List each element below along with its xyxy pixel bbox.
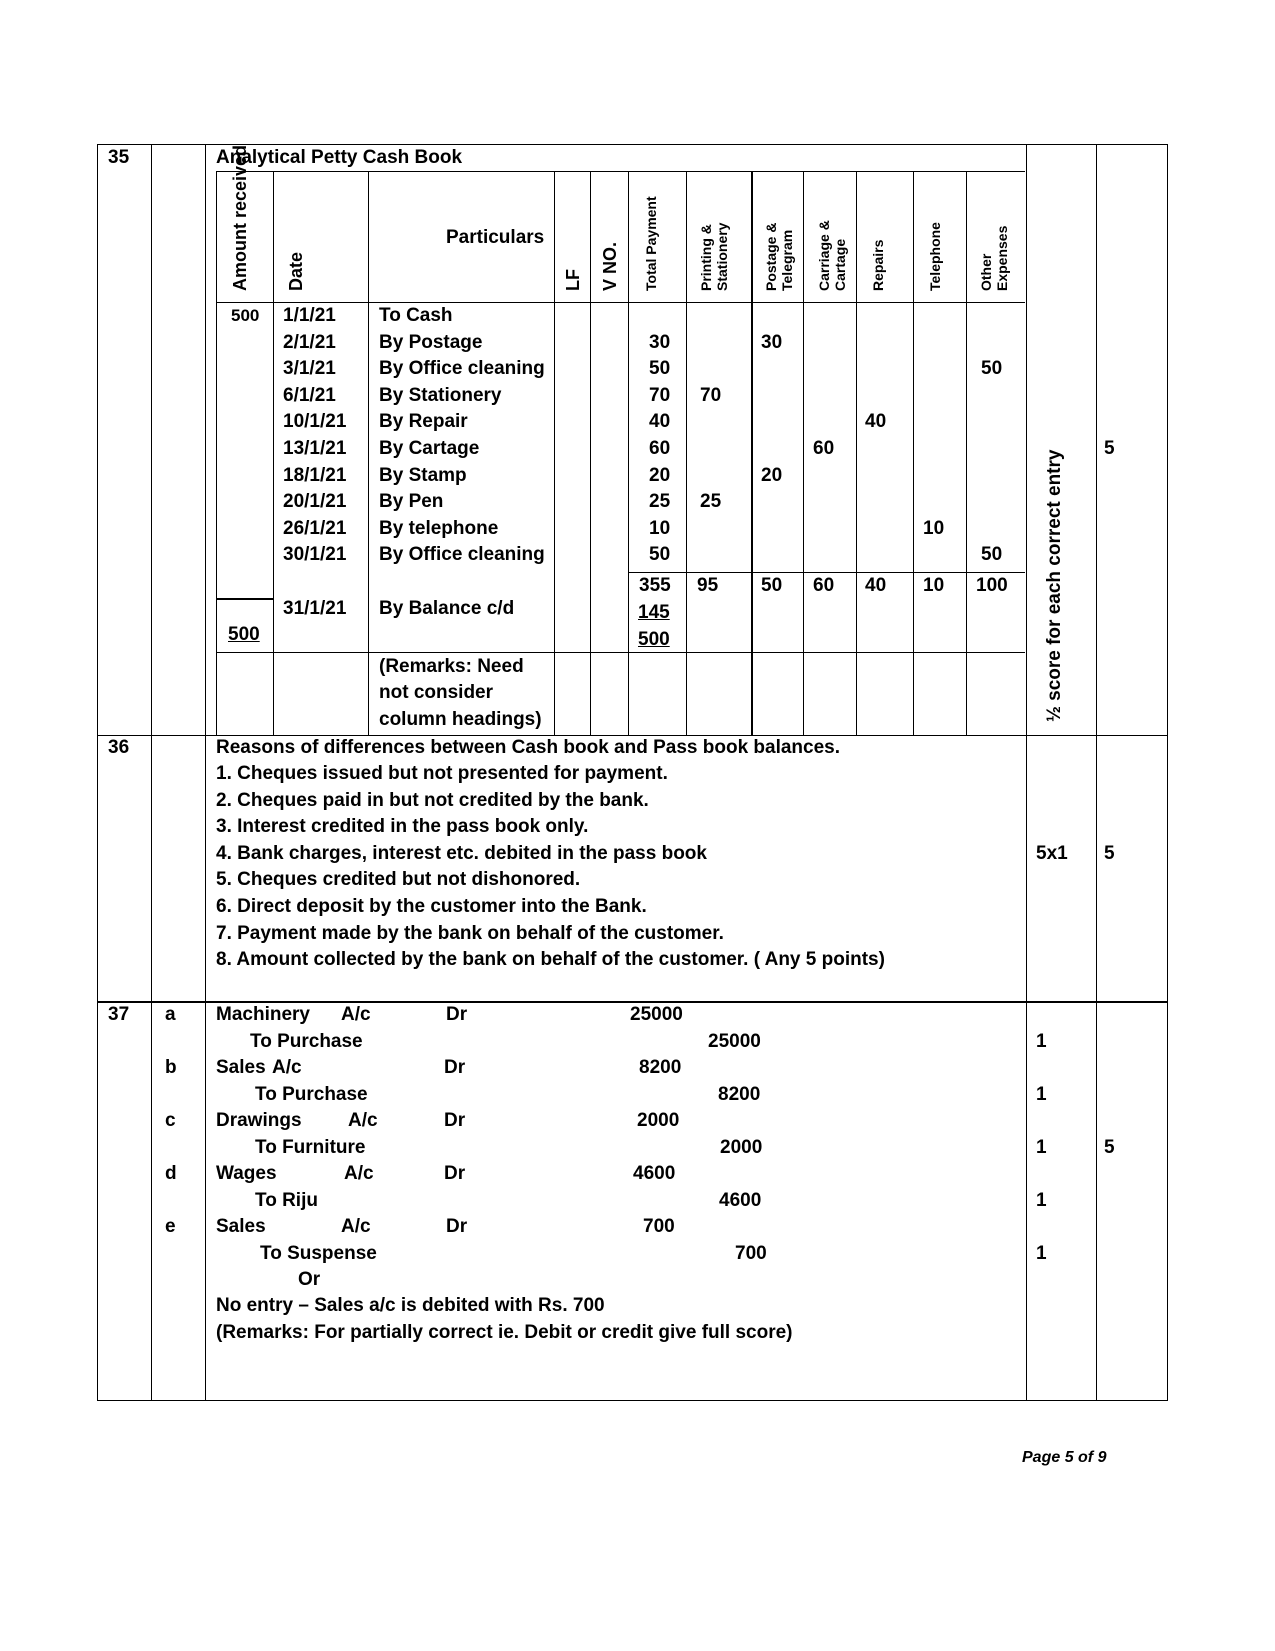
dr-label: Dr <box>446 1216 468 1237</box>
ac-label: A/c <box>272 1057 302 1078</box>
total-postage: 50 <box>761 575 783 596</box>
credit-amount: 25000 <box>708 1030 761 1052</box>
score-note: ½ score for each correct entry <box>1044 449 1065 722</box>
credit-account: To Furniture <box>255 1136 366 1158</box>
row-particulars: By Office cleaning <box>379 358 545 380</box>
total-printing: 95 <box>697 575 719 596</box>
dr-label: Dr <box>444 1057 466 1078</box>
entry-score: 1 <box>1036 1083 1047 1105</box>
row-printing: 25 <box>700 491 722 513</box>
debit-account: Sales <box>216 1057 266 1078</box>
entry-score: 1 <box>1036 1242 1047 1264</box>
opening-amount: 500 <box>231 306 260 325</box>
row-total: 40 <box>649 411 671 433</box>
closing-total: 500 <box>638 629 670 650</box>
marks: 5 <box>1104 843 1115 864</box>
row-total: 10 <box>649 517 671 539</box>
row-postage: 30 <box>761 331 783 353</box>
row-repairs: 40 <box>865 411 887 433</box>
debit-amount: 700 <box>643 1216 675 1237</box>
remarks: (Remarks: For partially correct ie. Debit or credit give full score) <box>216 1322 793 1343</box>
header-carriage: Carriage & Cartage <box>816 220 848 291</box>
balance-particulars: By Balance c/d <box>379 598 515 619</box>
list-item: 3. Interest credited in the pass book only. <box>216 816 589 838</box>
header-telephone: Telephone <box>927 222 943 291</box>
credit-account: To Purchase <box>250 1030 363 1052</box>
header-printing: Printing & Stationery <box>698 222 730 291</box>
ac-label: A/c <box>344 1163 374 1184</box>
entry-label: c <box>165 1110 176 1131</box>
header-amount-received: Amount received <box>230 144 250 291</box>
remarks-line-2: not consider <box>379 682 494 703</box>
marks: 5 <box>1104 1137 1115 1158</box>
question-number: 36 <box>108 737 130 758</box>
entry-label: b <box>165 1057 177 1078</box>
list-item: 8. Amount collected by the bank on behalf of the customer. ( Any 5 points) <box>216 949 885 971</box>
balance-date: 31/1/21 <box>283 598 347 619</box>
header-date: Date <box>286 251 306 291</box>
page-footer: Page 5 of 9 <box>1022 1449 1107 1466</box>
remarks-line-1: (Remarks: Need <box>379 656 524 677</box>
header-total-payment: Total Payment <box>643 196 659 291</box>
debit-account: Machinery <box>216 1004 310 1025</box>
credit-amount: 700 <box>735 1242 767 1264</box>
row-other: 50 <box>981 544 1003 566</box>
total-repairs: 40 <box>865 575 887 596</box>
debit-amount: 4600 <box>633 1163 676 1184</box>
row-date: 10/1/21 <box>283 411 347 433</box>
debit-account: Drawings <box>216 1110 302 1131</box>
remarks-line-3: column headings) <box>379 709 542 730</box>
list-item: 5. Cheques credited but not dishonored. <box>216 869 581 891</box>
row-particulars: By Cartage <box>379 438 480 459</box>
credit-account: To Riju <box>255 1189 318 1211</box>
row-total: 70 <box>649 384 671 406</box>
credit-amount: 2000 <box>720 1136 763 1158</box>
dr-label: Dr <box>446 1004 468 1025</box>
closing-received: 500 <box>228 624 260 645</box>
row-total: 60 <box>649 438 671 459</box>
row-total: 50 <box>649 358 671 380</box>
ac-label: A/c <box>341 1216 371 1237</box>
row-postage: 20 <box>761 464 783 486</box>
row-date: 26/1/21 <box>283 517 347 539</box>
row-date: 30/1/21 <box>283 544 347 566</box>
marks: 5 <box>1104 438 1115 459</box>
row-date: 13/1/21 <box>283 438 347 459</box>
row-date: 1/1/21 <box>283 305 336 326</box>
header-lf: LF <box>563 269 583 291</box>
row-particulars: By Office cleaning <box>379 544 545 566</box>
header-postage: Postage & Telegram <box>763 222 795 291</box>
header-particulars: Particulars <box>446 227 545 248</box>
list-item: 2. Cheques paid in but not credited by the bank. <box>216 789 649 811</box>
section-title: Reasons of differences between Cash book and Pass book balances. <box>216 737 841 758</box>
row-particulars: By Stationery <box>379 384 502 406</box>
balance-amount: 145 <box>638 602 670 623</box>
dr-label: Dr <box>444 1163 466 1184</box>
row-date: 2/1/21 <box>283 331 336 353</box>
row-date: 20/1/21 <box>283 491 347 513</box>
total-other: 100 <box>976 575 1008 596</box>
question-number: 35 <box>108 147 130 168</box>
debit-amount: 8200 <box>639 1057 682 1078</box>
section-title: Analytical Petty Cash Book <box>216 147 463 168</box>
entry-label: e <box>165 1216 176 1237</box>
total-telephone: 10 <box>923 575 945 596</box>
credit-amount: 4600 <box>719 1189 762 1211</box>
row-printing: 70 <box>700 384 722 406</box>
header-other: Other Expenses <box>978 225 1010 291</box>
ac-label: A/c <box>341 1004 371 1025</box>
credit-account: To Suspense <box>260 1242 377 1264</box>
row-total: 30 <box>649 331 671 353</box>
credit-account: To Purchase <box>255 1083 368 1105</box>
ac-label: A/c <box>348 1110 378 1131</box>
row-particulars: By telephone <box>379 517 499 539</box>
total-total: 355 <box>639 575 671 596</box>
debit-amount: 2000 <box>637 1110 680 1131</box>
credit-amount: 8200 <box>718 1083 761 1105</box>
row-telephone: 10 <box>923 517 945 539</box>
row-particulars: To Cash <box>379 305 453 326</box>
row-particulars: By Stamp <box>379 464 467 486</box>
debit-amount: 25000 <box>630 1004 683 1025</box>
row-carriage: 60 <box>813 438 835 459</box>
row-particulars: By Postage <box>379 331 483 353</box>
list-item: 6. Direct deposit by the customer into the Bank. <box>216 896 647 917</box>
list-item: 7. Payment made by the bank on behalf of the customer. <box>216 922 724 944</box>
or-text: Or <box>298 1269 321 1290</box>
row-date: 3/1/21 <box>283 358 336 380</box>
list-item: 4. Bank charges, interest etc. debited in the pass book <box>216 842 707 864</box>
debit-account: Sales <box>216 1216 266 1237</box>
row-date: 18/1/21 <box>283 464 347 486</box>
entry-score: 1 <box>1036 1136 1047 1158</box>
entry-score: 1 <box>1036 1030 1047 1052</box>
entry-label: d <box>165 1163 177 1184</box>
entry-score: 1 <box>1036 1189 1047 1211</box>
row-date: 6/1/21 <box>283 384 336 406</box>
row-other: 50 <box>981 358 1003 380</box>
header-vno: V NO. <box>600 241 620 291</box>
row-total: 50 <box>649 544 671 566</box>
row-total: 20 <box>649 464 671 486</box>
row-total: 25 <box>649 491 671 513</box>
total-carriage: 60 <box>813 575 835 596</box>
entry-label: a <box>165 1004 176 1025</box>
row-particulars: By Repair <box>379 411 468 433</box>
row-particulars: By Pen <box>379 491 444 513</box>
question-number: 37 <box>108 1004 130 1025</box>
header-repairs: Repairs <box>870 239 886 291</box>
score: 5x1 <box>1036 843 1068 864</box>
dr-label: Dr <box>444 1110 466 1131</box>
no-entry-note: No entry – Sales a/c is debited with Rs. 700 <box>216 1295 605 1316</box>
list-item: 1. Cheques issued but not presented for payment. <box>216 763 668 784</box>
debit-account: Wages <box>216 1163 277 1184</box>
